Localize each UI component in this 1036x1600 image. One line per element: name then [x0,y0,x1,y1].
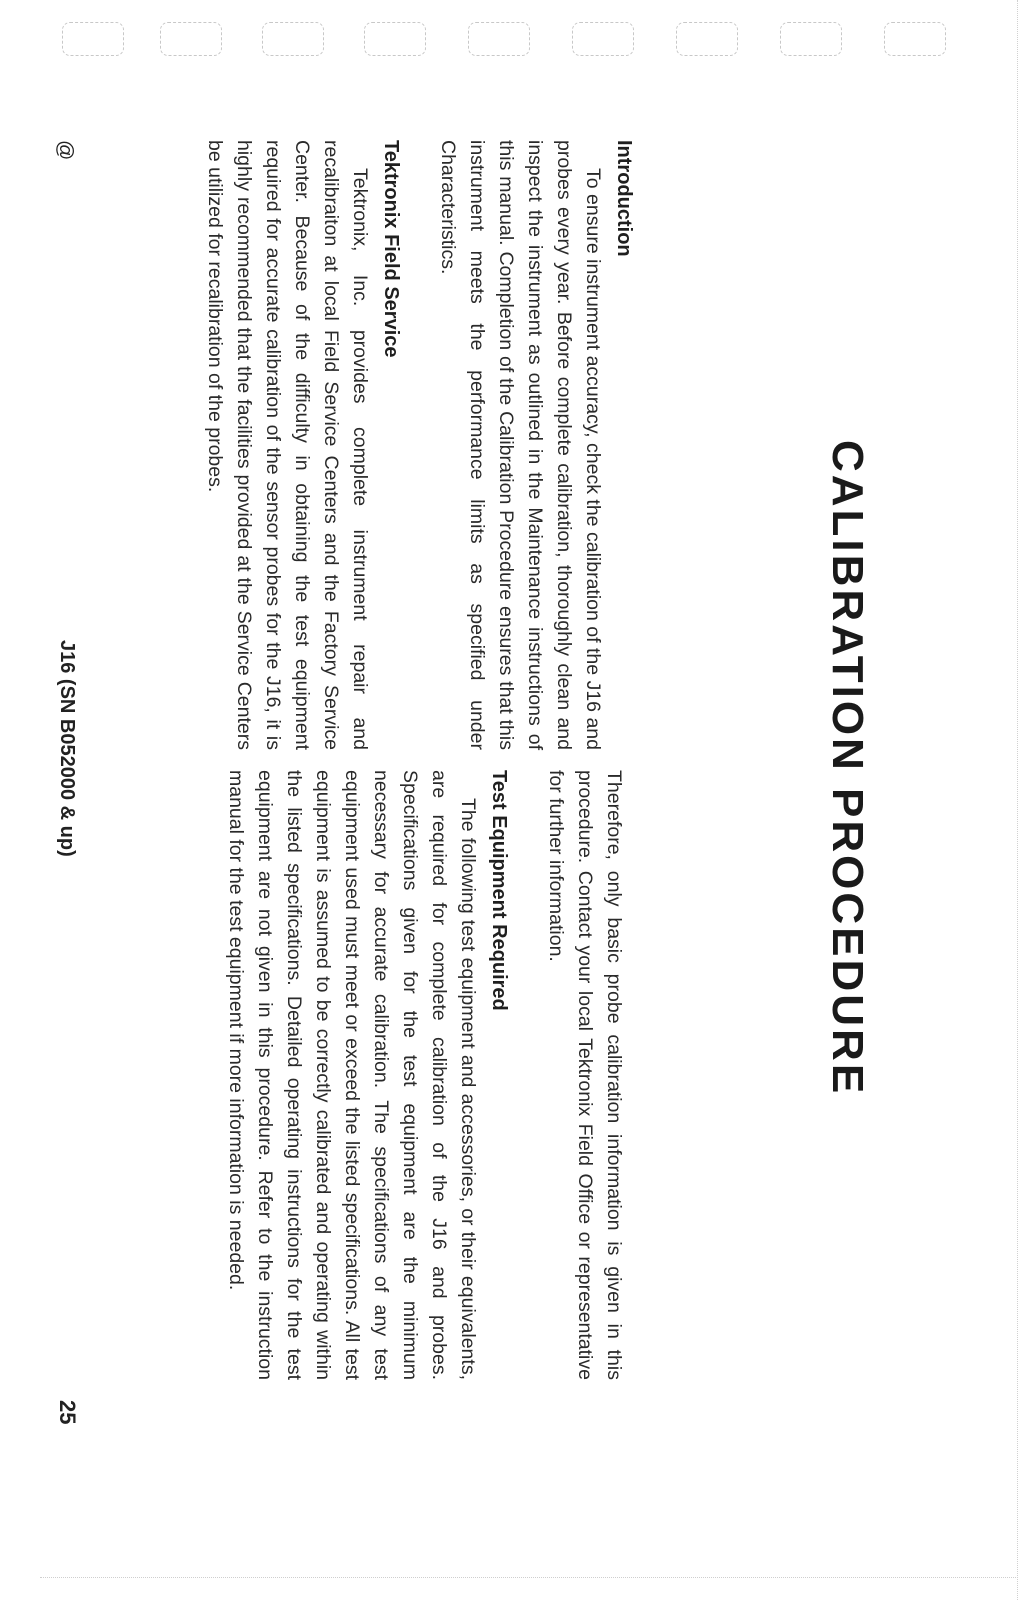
field-service-paragraph: Tektronix, Inc. provides complete instrument repair and recalibraiton at local Field Service Centers and the Factory Service Center. Because of the difficulty in obtaining the test equipment required for accurate calibration of the sensor probes for the J16, it is highly recommended that the facilities provided at the Service Centers be utilized for recalibration of the probes. [204,140,371,750]
test-equipment-paragraph: The following test equipment and accessories, or their equivalents, are required for complete calibration of the J16 and probes. Specifications given for the test equipment are the minimum necessary for accurate calibration. The specifications of any test equipment used must meet or exceed the listed specifications. All test equipment is assumed to be correctly calibrated and operating within the listed specifications. Detailed operating instructions for the test equipment are not given in this procedure. Refer to the instruction manual for the test equipment if more information is needed. [225,770,479,1380]
introduction-paragraph: To ensure instrument accuracy, check the calibration of the J16 and probes every year. Before complete calibration, thoroughly clean and inspect the instrument as outlined in the Maintenance instructions of this manual. Completion of the Calibration Procedure ensures that this instrument meets the performance limits as specified under Characteristics. [437,140,604,750]
footer-model: J16 (SN B052000 & up) [56,640,78,857]
page-number: 25 [55,1400,80,1425]
section-heading-field-service: Tektronix Field Service [380,140,402,358]
footer-mark: @ [54,140,76,161]
right-column [221,770,628,1380]
section-heading-introduction: Introduction [613,140,635,257]
continuation-paragraph: Therefore, only basic probe calibration information is given in this procedure. Contact your local Tektronix Field Office or representative for further information. [545,770,625,1380]
page-title: CALIBRATION PROCEDURE [823,440,872,1097]
section-heading-test-equipment: Test Equipment Required [488,770,510,1011]
left-column [200,140,638,750]
